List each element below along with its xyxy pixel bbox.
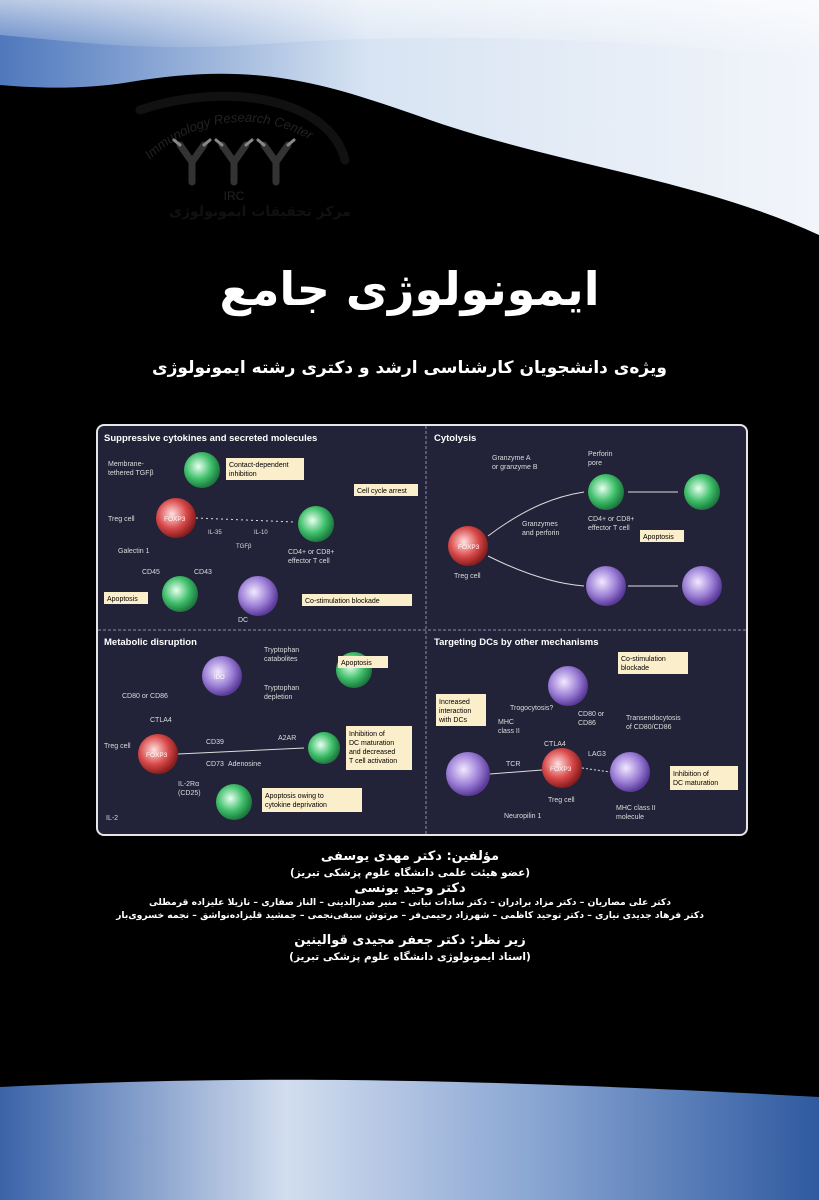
authors-line: مؤلفین: دکتر مهدی یوسفی [320, 849, 500, 864]
svg-text:or granzyme B: or granzyme B [492, 464, 538, 471]
svg-text:Treg cell: Treg cell [104, 743, 131, 750]
contributors-line-1: دکتر علی مصاریان – دکتر مزاد برادران – دکتر سادات نیانی – منیر صدرالدینی – الناز صفاری – نازیلا علیزاده قرمطلی [149, 897, 671, 909]
top-wave-band [0, 0, 819, 245]
svg-text:Treg cell: Treg cell [454, 573, 481, 580]
target-cell-green [184, 452, 220, 488]
svg-text:Tryptophan: Tryptophan [264, 685, 300, 692]
svg-text:Treg cell: Treg cell [108, 516, 135, 523]
svg-text:TGFβ: TGFβ [236, 544, 252, 550]
svg-text:FOXP3: FOXP3 [146, 752, 168, 759]
logo-name-fa: مرکز تحقیقات ایمونولوژی [169, 204, 351, 220]
svg-text:and perforin: and perforin [522, 530, 560, 537]
svg-text:Treg cell: Treg cell [548, 797, 575, 804]
svg-text:(CD25): (CD25) [178, 790, 201, 797]
svg-text:class II: class II [498, 728, 520, 735]
svg-text:pore: pore [588, 460, 603, 467]
svg-text:Apoptosis: Apoptosis [643, 534, 674, 541]
panel-title-4: Targeting DCs by other mechanisms [434, 637, 599, 648]
svg-text:CD86: CD86 [578, 720, 596, 727]
book-subtitle: ویژه‌ی دانشجویان کارشناسی ارشد و دکتری رشته ایمونولوژی [152, 358, 667, 378]
author2: دکتر وحید یونسی [354, 880, 466, 896]
svg-text:catabolites: catabolites [264, 656, 298, 663]
svg-text:Co-stimulation blockade: Co-stimulation blockade [305, 598, 380, 605]
svg-text:Membrane-: Membrane- [108, 461, 144, 468]
svg-text:CD80 or: CD80 or [578, 711, 605, 718]
svg-text:MHC: MHC [498, 719, 514, 726]
svg-text:Neuropilin 1: Neuropilin 1 [504, 813, 542, 820]
svg-text:FOXP3: FOXP3 [458, 544, 480, 551]
svg-text:of CD80/CD86: of CD80/CD86 [626, 724, 672, 731]
svg-text:Transendocytosis: Transendocytosis [626, 715, 681, 722]
svg-text:Galectin 1: Galectin 1 [118, 548, 150, 555]
svg-text:tethered TGFβ: tethered TGFβ [108, 470, 154, 477]
svg-text:T cell activation: T cell activation [349, 758, 398, 765]
author1-affiliation: (عضو هیئت علمی دانشگاه علوم پزشکی تبریز) [289, 866, 531, 879]
svg-text:CD73: CD73 [206, 761, 224, 768]
book-title: ایمونولوژی جامع [219, 262, 600, 316]
svg-text:LAG3: LAG3 [588, 751, 606, 758]
svg-text:effector T cell: effector T cell [288, 558, 330, 565]
svg-text:CD39: CD39 [206, 739, 224, 746]
svg-text:FOXP3: FOXP3 [550, 766, 572, 773]
svg-text:A2AR: A2AR [278, 735, 297, 742]
figure-canvas [98, 426, 746, 834]
svg-text:Cell cycle arrest: Cell cycle arrest [357, 488, 407, 495]
svg-text:CD4+ or CD8+: CD4+ or CD8+ [588, 516, 635, 523]
svg-text:Increased: Increased [439, 699, 470, 706]
svg-text:FOXP3: FOXP3 [164, 516, 186, 523]
antibody-icon [180, 145, 288, 182]
logo-abbr: IRC [223, 189, 245, 203]
svg-text:IL-10: IL-10 [254, 530, 268, 536]
supervisor: زیر نظر: دکتر جعفر مجیدی قوالینین [294, 933, 526, 949]
svg-text:DC maturation: DC maturation [349, 740, 395, 747]
svg-text:and decreased: and decreased [349, 749, 396, 756]
svg-text:Perforin: Perforin [588, 451, 613, 458]
svg-text:IL-35: IL-35 [208, 530, 222, 536]
dendritic-cell [238, 576, 278, 616]
panel-title-2: Cytolysis [434, 433, 477, 444]
svg-text:cytokine deprivation: cytokine deprivation [265, 802, 327, 809]
svg-text:Apoptosis owing to: Apoptosis owing to [265, 793, 324, 800]
svg-text:molecule: molecule [616, 814, 645, 821]
contributors-line-2: دکتر فرهاد جدیدی نیاری – دکتر توحید کاظمی – شهرزاد رحیمی‌فر – مرتوش سیفی‌نجمی – جمشید قلیزاده‌نواشق – نجمه خسروی‌بار [116, 909, 704, 921]
svg-text:MHC class II: MHC class II [616, 805, 656, 812]
svg-text:TCR: TCR [506, 761, 521, 768]
panel-title-3: Metabolic disruption [104, 637, 197, 648]
svg-text:Co-stimulation: Co-stimulation [621, 656, 666, 663]
svg-text:CD43: CD43 [194, 569, 212, 576]
svg-text:Adenosine: Adenosine [228, 761, 262, 768]
panel-title-1: Suppressive cytokines and secreted molecules [104, 433, 318, 444]
svg-text:blockade: blockade [621, 665, 650, 672]
svg-text:CTLA4: CTLA4 [150, 717, 172, 724]
svg-text:CTLA4: CTLA4 [544, 741, 566, 748]
svg-text:IDO: IDO [214, 675, 225, 681]
bottom-wave-band [0, 1075, 819, 1200]
effector-t-cell [298, 506, 334, 542]
svg-text:with DCs: with DCs [439, 717, 468, 724]
svg-text:inhibition: inhibition [229, 471, 257, 478]
svg-text:IL-2: IL-2 [106, 815, 119, 822]
svg-text:effector T cell: effector T cell [588, 525, 630, 532]
svg-text:Inhibition of: Inhibition of [349, 731, 385, 738]
svg-text:DC: DC [238, 617, 249, 624]
svg-text:Apoptosis: Apoptosis [341, 660, 372, 667]
logo-arc-text: Immunology Research Center [141, 109, 316, 163]
credits [60, 848, 760, 964]
svg-text:Trogocytosis?: Trogocytosis? [510, 705, 554, 712]
svg-text:Contact-dependent: Contact-dependent [229, 462, 289, 469]
svg-text:Granzyme A: Granzyme A [492, 455, 531, 462]
svg-text:Inhibition of: Inhibition of [673, 771, 709, 778]
svg-text:interaction: interaction [439, 708, 472, 715]
supervisor-affiliation: (استاد ایمونولوژی دانشگاه علوم پزشکی تبریز) [289, 950, 531, 963]
svg-text:Granzymes: Granzymes [522, 521, 558, 528]
svg-text:DC maturation: DC maturation [673, 780, 719, 787]
svg-text:depletion: depletion [264, 694, 293, 701]
svg-text:Tryptophan: Tryptophan [264, 647, 300, 654]
svg-text:CD4+ or CD8+: CD4+ or CD8+ [288, 549, 335, 556]
svg-text:CD45: CD45 [142, 569, 160, 576]
svg-text:Apoptosis: Apoptosis [107, 596, 138, 603]
svg-text:CD80 or CD86: CD80 or CD86 [122, 693, 168, 700]
svg-text:IL-2Rα: IL-2Rα [178, 781, 200, 788]
treg-mechanisms-figure [96, 424, 748, 836]
